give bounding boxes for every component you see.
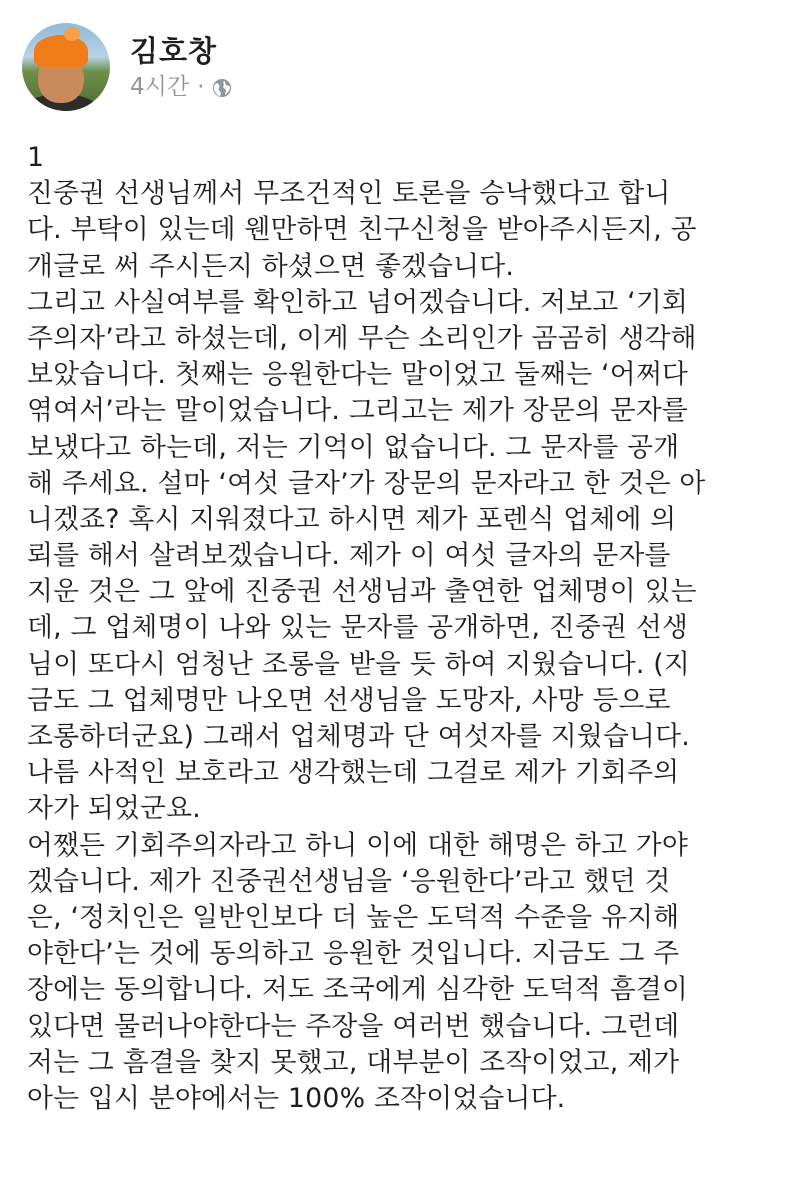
post-text-line: 장에는 동의합니다. 저도 조국에게 심각한 도덕적 흠결이 [27, 974, 688, 1006]
post-text-line: 니겠죠? 혹시 지워졌다고 하시면 제가 포렌식 업체에 의 [27, 503, 677, 535]
post-subline [130, 73, 232, 101]
post-text-line: 다. 부탁이 있는데 웬만하면 친구신청을 받아주시든지, 공 [27, 214, 697, 246]
post-text-line: 지운 것은 그 앞에 진중권 선생님과 출연한 업체명이 있는 [27, 576, 697, 608]
avatar-hat-pompom [64, 27, 80, 41]
post-body-text [27, 140, 787, 1117]
post-timestamp[interactable]: 4시간 [130, 74, 190, 100]
post-text-line: 데, 그 업체명이 나와 있는 문자를 공개하면, 진중권 선생 [27, 612, 689, 644]
post-text-line: 해 주세요. 설마 ‘여섯 글자’가 장문의 문자라고 한 것은 아 [27, 467, 706, 499]
post-text-line: 은, ‘정치인은 일반인보다 더 높은 도덕적 수준을 유지해 [27, 901, 680, 933]
post-header [22, 22, 232, 112]
post-text-line: 엮여서’라는 말이었습니다. 그리고는 제가 장문의 문자를 [27, 395, 688, 427]
post-text-line: 야한다’는 것에 동의하고 응원한 것입니다. 지금도 그 주 [27, 938, 680, 970]
post-text-line: 뢰를 해서 살려보겠습니다. 제가 이 여섯 글자의 문자를 [27, 540, 671, 572]
separator-dot: · [197, 74, 205, 100]
post-text-line: 조롱하더군요) 그래서 업체명과 단 여섯자를 지웠습니다. [27, 721, 690, 752]
post-text-line: 주의자’라고 하셨는데, 이게 무슨 소리인가 곰곰히 생각해 [27, 322, 697, 354]
post-text-line: 자가 되었군요. [27, 793, 201, 825]
post-text-line: 보았습니다. 첫째는 응원한다는 말이었고 둘째는 ‘어쩌다 [27, 359, 688, 391]
avatar[interactable] [22, 23, 110, 111]
post-text-line: 아는 입시 분야에서는 100% 조작이었습니다. [27, 1082, 566, 1114]
post-text-line: 그리고 사실여부를 확인하고 넘어겠습니다. 저보고 ‘기회 [27, 286, 688, 318]
post-text-line: 저는 그 흠결을 찾지 못했고, 대부분이 조작이었고, 제가 [27, 1046, 680, 1078]
globe-icon [212, 77, 232, 97]
post-text-line: 있다면 물러나야한다는 주장을 여러번 했습니다. 그런데 [27, 1010, 680, 1042]
author-name[interactable]: 김호창 [130, 34, 218, 68]
post-text-line: 님이 또다시 엄청난 조롱을 받을 듯 하여 지웠습니다. (지 [27, 648, 691, 680]
post-meta [130, 33, 232, 101]
post-text-line: 진중권 선생님께서 무조건적인 토론을 승낙했다고 합니 [27, 178, 671, 210]
post-text-line: 보냈다고 하는데, 저는 기억이 없습니다. 그 문자를 공개 [27, 431, 680, 463]
post-text-line: 어쨌든 기회주의자라고 하니 이에 대한 해명은 하고 가야 [27, 829, 688, 861]
post-text-line: 겠습니다. 제가 진중권선생님을 ‘응원한다’라고 했던 것 [27, 865, 671, 897]
post-text-line: 금도 그 업체명만 나오면 선생님을 도망자, 사망 등으로 [27, 684, 671, 716]
post-text-line: 개글로 써 주시든지 하셨으면 좋겠습니다. [27, 250, 515, 282]
post-text-line: 1 [27, 142, 45, 173]
avatar-orange-hat [34, 35, 88, 67]
post-text-line: 나름 사적인 보호라고 생각했는데 그걸로 제가 기회주의 [27, 757, 680, 789]
